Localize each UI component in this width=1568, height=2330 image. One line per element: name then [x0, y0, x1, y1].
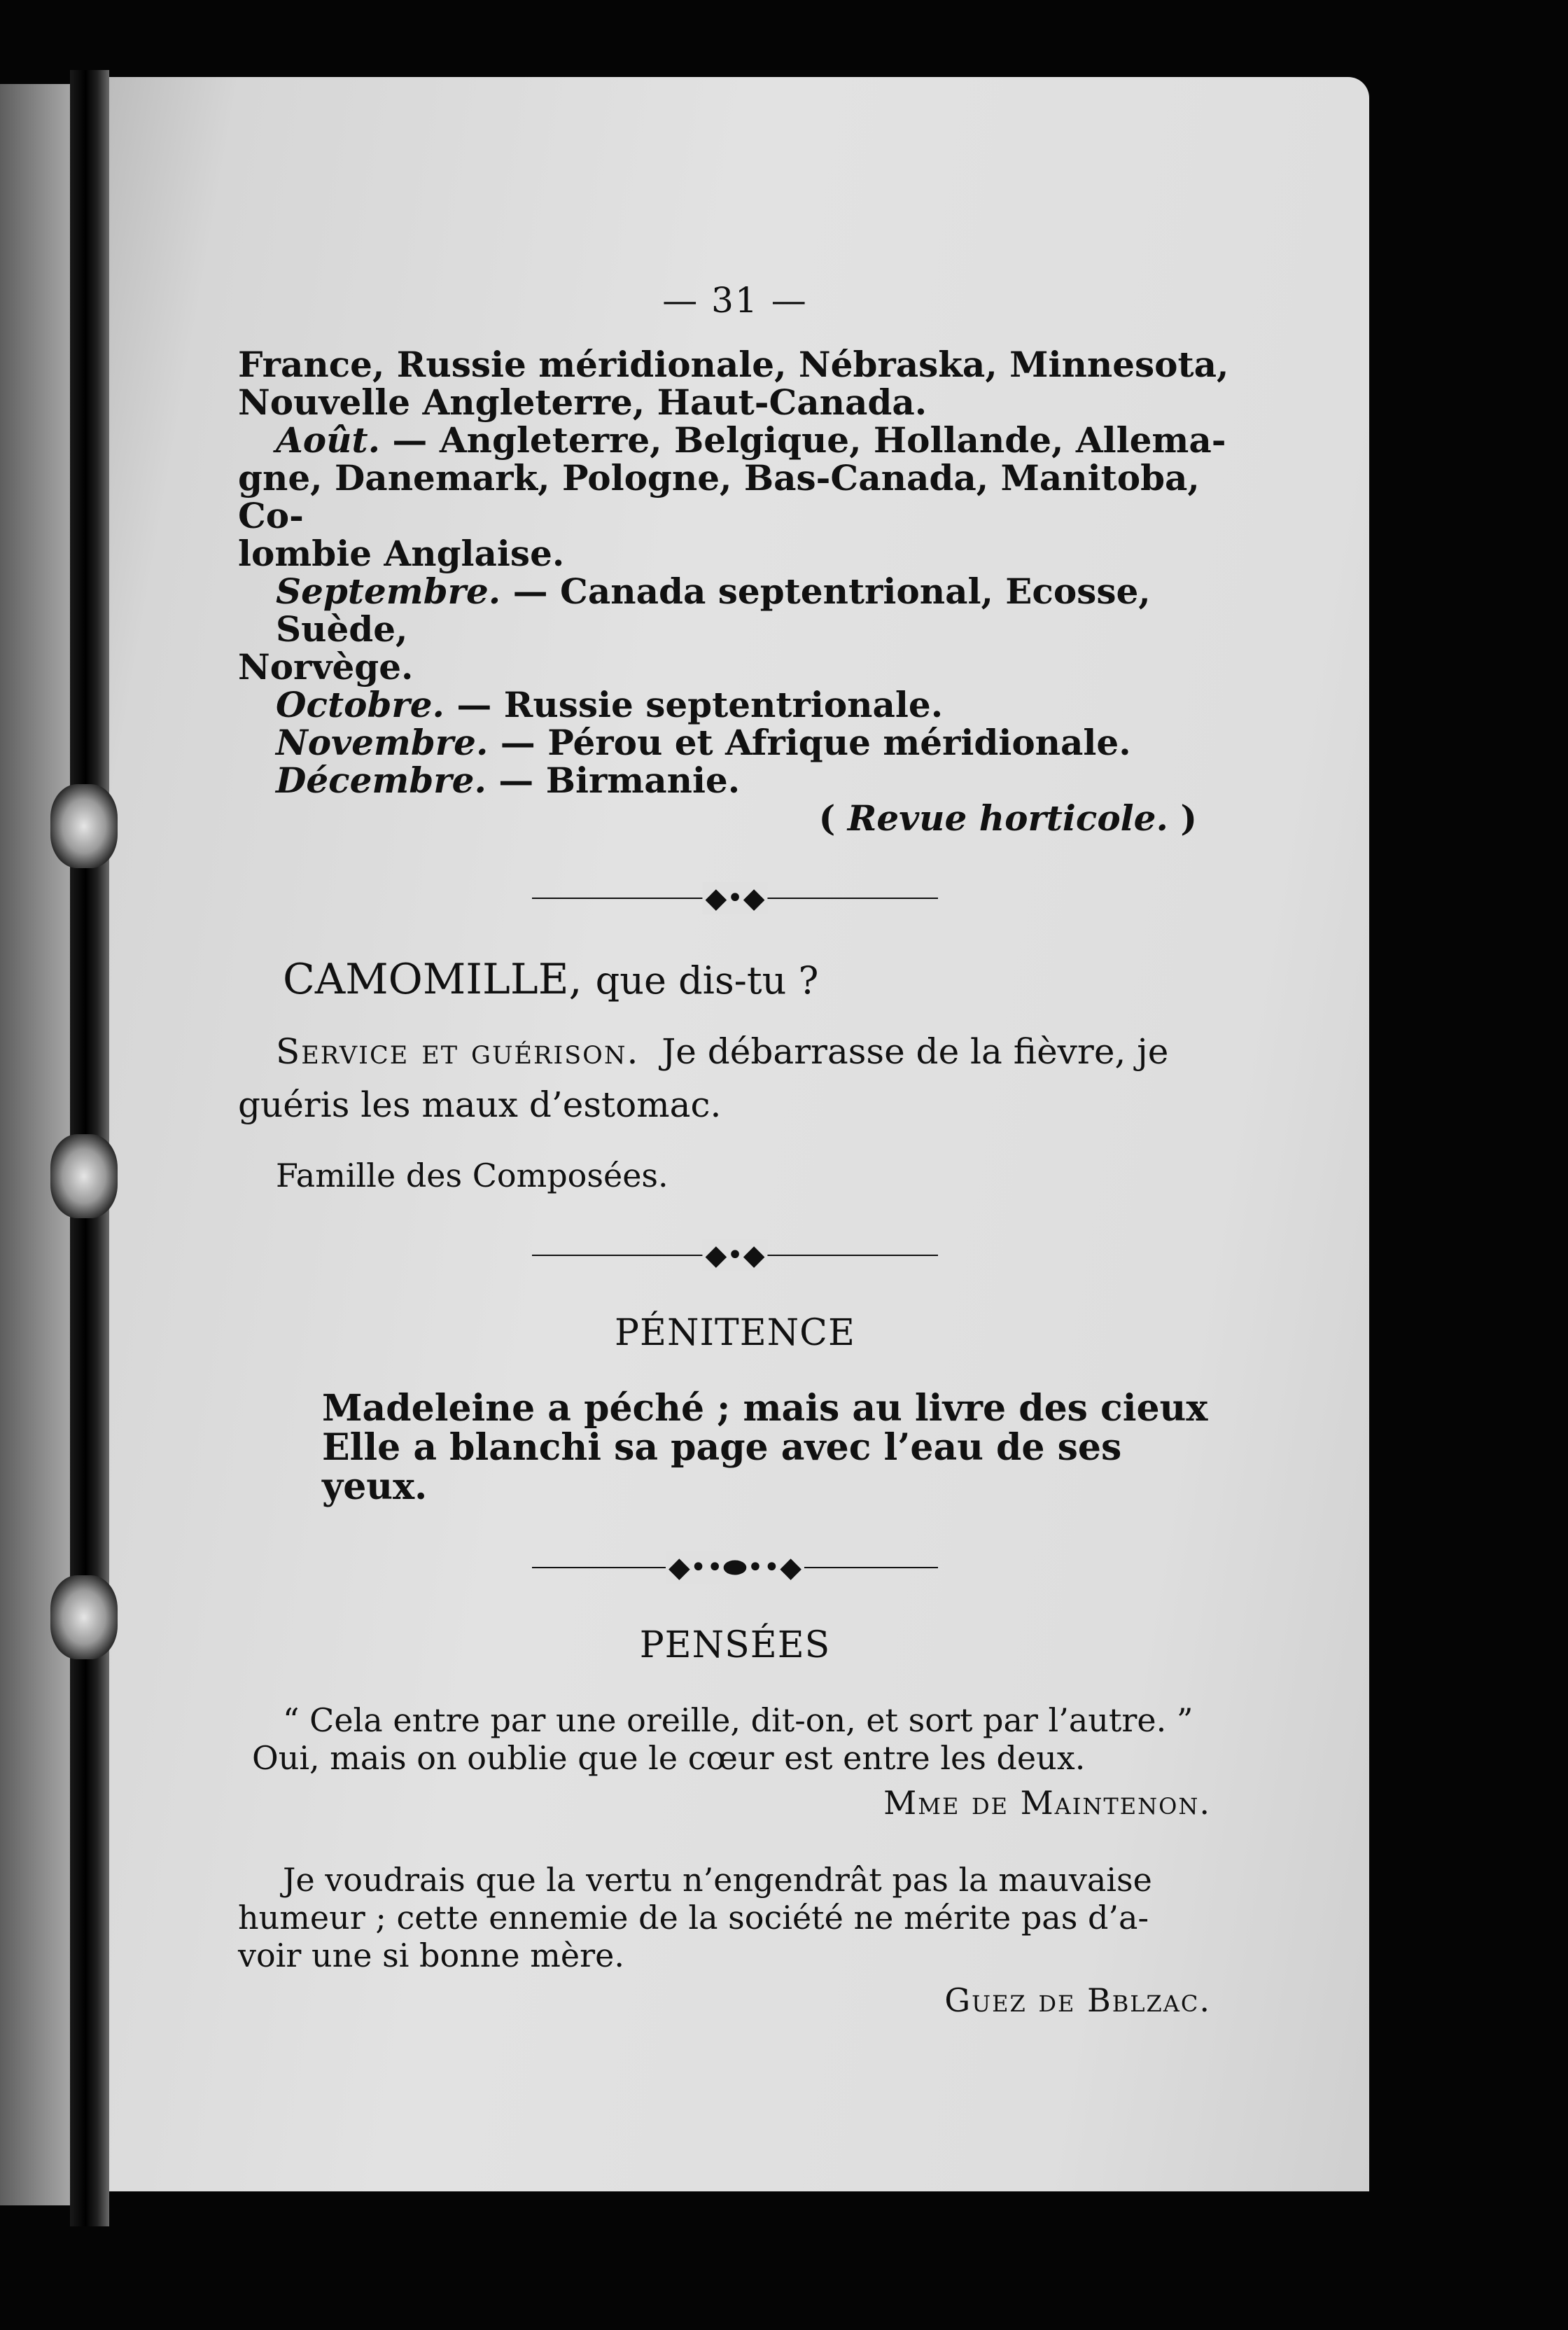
text-line: — Russie septentrionale.	[456, 684, 944, 725]
month-label: Octobre.	[276, 684, 444, 725]
binding-stitch	[50, 1575, 118, 1659]
quote-line: humeur ; cette ennemie de la société ne mérite pas d’a-	[238, 1899, 1149, 1937]
source-name: Revue horticole.	[847, 797, 1168, 839]
camomille-heading: CAMOMILLE, que dis-tu ?	[283, 955, 819, 1004]
month-entry-novembre	[238, 724, 1232, 762]
text-line: — Angleterre, Belgique, Hollande, Allema-	[392, 419, 1226, 461]
month-entry-septembre	[238, 573, 1232, 648]
text-line: gne, Danemark, Pologne, Bas-Canada, Manitoba, Co-	[238, 457, 1200, 536]
month-entry-aout	[238, 421, 1232, 459]
binding-stitch	[50, 1134, 118, 1218]
page-content	[238, 280, 1232, 2058]
text-line: France, Russie méridionale, Nébraska, Minnesota,	[238, 344, 1229, 385]
binding-stitch	[50, 784, 118, 868]
pensee-quote	[238, 1861, 1232, 1974]
pensee-quote	[238, 1701, 1232, 1777]
ornamental-divider	[532, 1551, 938, 1584]
month-label: Novembre.	[276, 722, 489, 763]
flowering-calendar	[238, 346, 1232, 837]
quote-line: Je voudrais que la vertu n’engendrât pas la mauvaise	[283, 1861, 1152, 1899]
page-number: — 31 —	[662, 280, 808, 321]
verse-line: Elle a blanchi sa page avec l’eau de ses yeux.	[322, 1426, 1122, 1508]
book-page	[109, 77, 1369, 2191]
quote-line: Oui, mais on oublie que le cœur est entre les deux.	[252, 1739, 1086, 1777]
ornamental-divider	[532, 1239, 938, 1271]
text-line: Norvège.	[238, 646, 414, 688]
ornament-icon: ◆•◆	[695, 888, 774, 909]
text-line: guéris les maux d’estomac.	[238, 1084, 722, 1125]
ornament-icon: ◆•◆	[695, 1245, 774, 1266]
ornamental-divider	[532, 882, 938, 914]
verse-line: Madeleine a péché ; mais au livre des cieux	[322, 1387, 1208, 1430]
camomille-description: Service et guérison. Je débarrasse de la fièvre, je	[276, 1031, 1169, 1072]
quote-author: Mme de Maintenon.	[883, 1784, 1211, 1822]
text-line: — Pérou et Afrique méridionale.	[500, 722, 1131, 763]
source-citation: ( Revue horticole. )	[818, 797, 1197, 839]
month-label: Août.	[276, 419, 380, 461]
ornament-icon: ◆••⬬••◆	[659, 1557, 811, 1578]
month-label: Septembre.	[276, 571, 501, 612]
quote-author: Guez de Bblzac.	[944, 1981, 1211, 2019]
camomille-family: Famille des Composées.	[276, 1157, 668, 1194]
quote-line: “ Cela entre par une oreille, dit-on, et sort par l’autre. ”	[283, 1701, 1194, 1739]
month-label: Décembre.	[276, 760, 486, 801]
penitence-verse	[322, 1389, 1232, 1507]
month-entry-octobre	[238, 686, 1232, 724]
text-line: — Birmanie.	[498, 760, 741, 801]
quote-line: voir une si bonne mère.	[238, 1937, 624, 1974]
penitence-heading: PÉNITENCE	[615, 1312, 855, 1354]
camomille-label: Service et guérison.	[276, 1031, 640, 1072]
text-line: lombie Anglaise.	[238, 533, 565, 574]
pensees-heading: PENSÉES	[639, 1624, 831, 1666]
text-line: Nouvelle Angleterre, Haut-Canada.	[238, 382, 927, 423]
text-line: — Canada septentrional, Ecosse, Suède,	[276, 571, 1151, 650]
month-entry-decembre	[238, 762, 1232, 800]
